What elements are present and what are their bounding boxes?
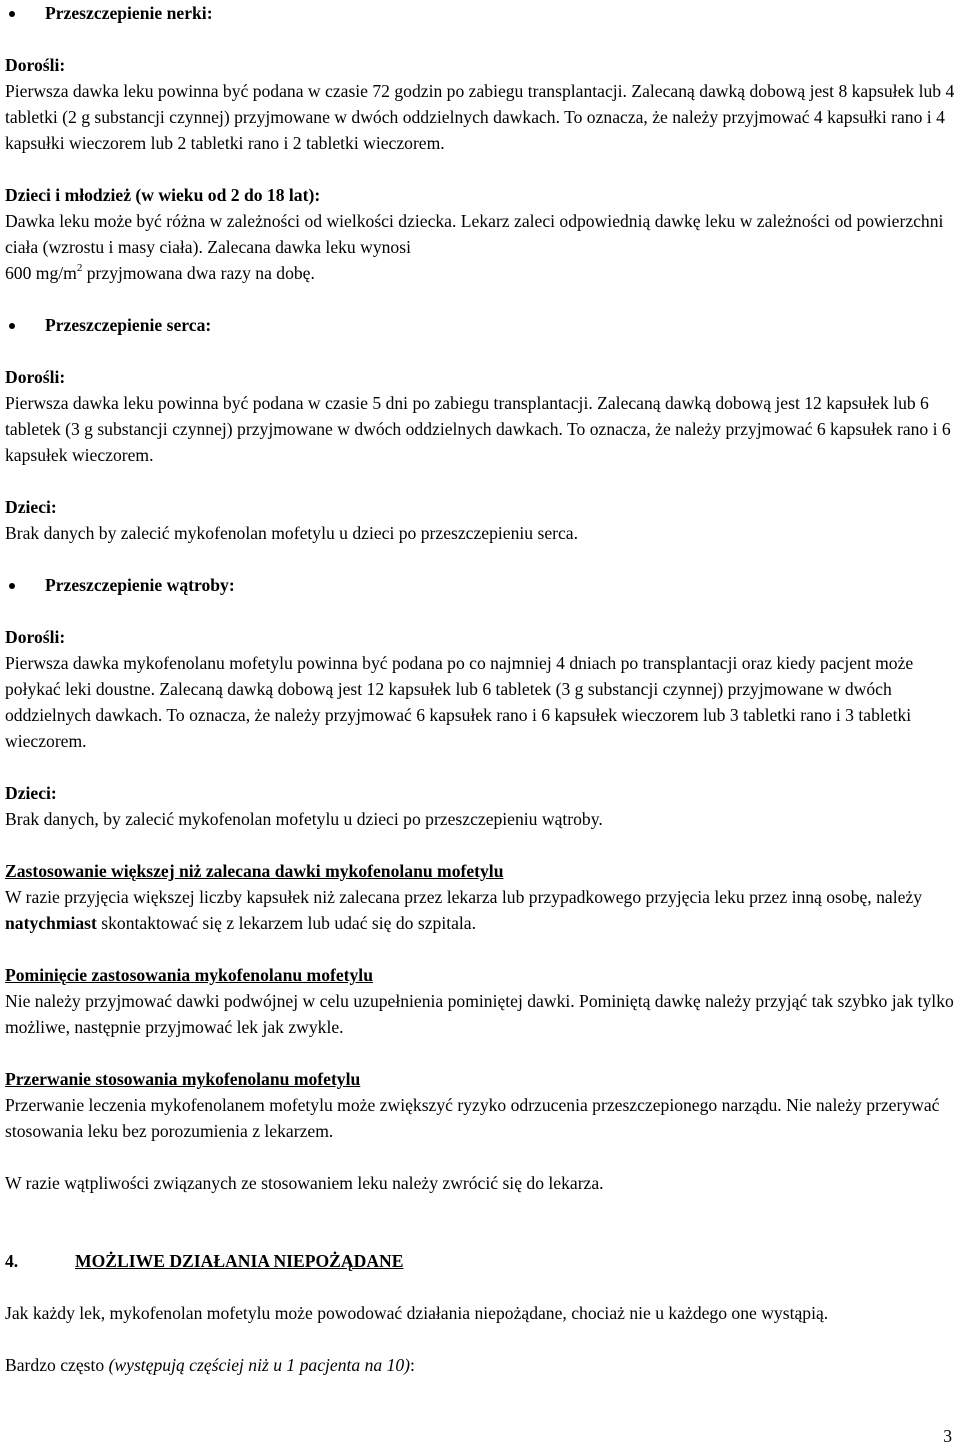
frequency-line: Bardzo często (występują częściej niż u 1 pacjenta na 10): bbox=[5, 1355, 415, 1375]
kidney-children-text: Dawka leku może być różna w zależności od wielkości dziecka. Lekarz zaleci odpowiednią dawkę leku w zależności od powierzchni ciała (wzrostu i masy ciała). Zalecana dawka leku wynosi bbox=[5, 211, 944, 257]
heart-adults-text: Pierwsza dawka leku powinna być podana w czasie 5 dni po zabiegu transplantacji. Zalecaną dawką dobową jest 12 kapsułek lub 6 tabletek (3 g substancji czynnej) przyjmowane w dwóch oddzielnych dawkach. To oznacza, że należy przyjmować 6 kapsułek rano i 6 kapsułek wieczorem. bbox=[5, 393, 951, 465]
missed-dose-text: Nie należy przyjmować dawki podwójnej w celu uzupełnienia pominiętej dawki. Pominiętą dawkę należy przyjąć tak szybko jak tylko możliwe, następnie przyjmować lek jak zwykle. bbox=[5, 991, 954, 1037]
liver-adults-text: Pierwsza dawka mykofenolanu mofetylu powinna być podana po co najmniej 4 dniach po transplantacji oraz kiedy pacjent może połykać leki doustne. Zalecaną dawką dobową jest 12 kapsułek lub 6 tabletek (3 g substancji czynnej) przyjmowane w dwóch oddzielnych dawkach. To oznacza, że należy przyjmować 6 kapsułek rano i 6 kapsułek wieczorem lub 3 tabletki rano i 3 tabletki wieczorem. bbox=[5, 653, 914, 751]
overdose-text: W razie przyjęcia większej liczby kapsułek niż zalecana przez lekarza lub przypadkowego przyjęcia leku przez inną osobę, należy natychmiast skontaktować się z lekarzem lub udać się do szpitala. bbox=[5, 887, 923, 933]
heart-children-text: Brak danych by zalecić mykofenolan mofetylu u dzieci po przeszczepieniu serca. bbox=[5, 523, 579, 543]
section-4-intro: Jak każdy lek, mykofenolan mofetylu może powodować działania niepożądane, chociaż nie u każdego one wystąpią. bbox=[5, 1303, 829, 1323]
stopping-text: Przerwanie leczenia mykofenolanem mofetylu może zwiększyć ryzyko odrzucenia przeszczepionego narządu. Nie należy przerywać stosowania leku bez porozumienia z lekarzem. bbox=[5, 1095, 940, 1141]
bullet-icon bbox=[9, 11, 15, 17]
heart-adults-label: Dorośli: bbox=[5, 367, 66, 387]
kidney-adults-text: Pierwsza dawka leku powinna być podana w czasie 72 godzin po zabiegu transplantacji. Zalecaną dawką dobową jest 8 kapsułek lub 4 tabletki (2 g substancji czynnej) przyjmowane w dwóch oddzielnych dawkach. To oznacza, że należy przyjmować 4 kapsułki rano i 4 kapsułki wieczorem lub 2 tabletki rano i 2 tabletki wieczorem. bbox=[5, 81, 955, 153]
liver-children-text: Brak danych, by zalecić mykofenolan mofetylu u dzieci po przeszczepieniu wątroby. bbox=[5, 809, 603, 829]
kidney-children-dose: 600 $mg/m^2$ przyjmowana dwa razy na dobę. bbox=[5, 262, 315, 283]
liver-transplant-heading: Przeszczepienie wątroby: bbox=[5, 572, 957, 598]
heart-transplant-heading: Przeszczepienie serca: bbox=[5, 312, 957, 338]
stopping-heading: Przerwanie stosowania mykofenolanu mofetylu bbox=[5, 1069, 361, 1089]
bullet-icon bbox=[9, 323, 15, 329]
bullet-icon bbox=[9, 583, 15, 589]
heart-children-label: Dzieci: bbox=[5, 497, 57, 517]
section-title: MOŻLIWE DZIAŁANIA NIEPOŻĄDANE bbox=[75, 1251, 404, 1271]
kidney-adults-label: Dorośli: bbox=[5, 55, 66, 75]
kidney-transplant-heading: Przeszczepienie nerki: bbox=[5, 0, 957, 26]
liver-children-label: Dzieci: bbox=[5, 783, 57, 803]
page-number: 3 bbox=[943, 1426, 952, 1446]
liver-adults-label: Dorośli: bbox=[5, 627, 66, 647]
section-number: 4. bbox=[5, 1251, 19, 1271]
overdose-heading: Zastosowanie większej niż zalecana dawki mykofenolanu mofetylu bbox=[5, 861, 504, 881]
missed-dose-heading: Pominięcie zastosowania mykofenolanu mofetylu bbox=[5, 965, 373, 985]
section-4-heading bbox=[5, 1248, 957, 1274]
doubts-text: W razie wątpliwości związanych ze stosowaniem leku należy zwrócić się do lekarza. bbox=[5, 1173, 604, 1193]
document-page bbox=[5, 0, 957, 1378]
kidney-children-label: Dzieci i młodzież (w wieku od 2 do 18 lat): bbox=[5, 185, 321, 205]
